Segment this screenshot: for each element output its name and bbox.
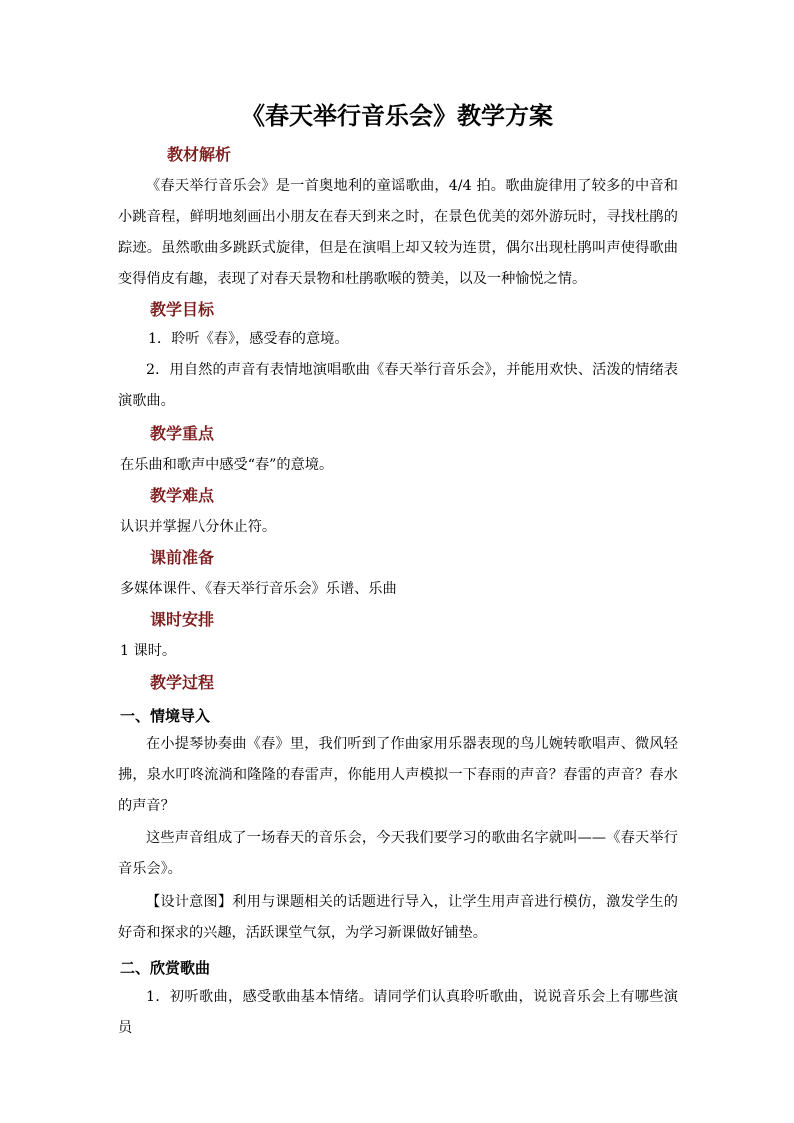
heading-schedule: 课时安排 xyxy=(150,610,215,629)
goal-item-1: 1．聆听《春》，感受春的意境。 xyxy=(148,331,349,347)
paragraph-introduction-2: 这些声音组成了一场春天的音乐会，今天我们要学习的歌曲名字就叫——《春天举行音乐会》。 xyxy=(118,830,678,877)
heading-analysis: 教材解析 xyxy=(167,145,232,164)
heading-preparation: 课前准备 xyxy=(150,548,215,567)
preparation-text: 多媒体课件、《春天举行音乐会》乐谱、乐曲 xyxy=(120,581,397,597)
subheading-introduction: 一、情境导入 xyxy=(120,707,211,725)
heading-process: 教学过程 xyxy=(150,673,215,692)
difficulty-text: 认识并掌握八分休止符。 xyxy=(120,519,277,535)
document-title: 《春天举行音乐会》教学方案 xyxy=(241,101,553,130)
paragraph-appreciation-1: 1．初听歌曲，感受歌曲基本情绪。请同学们认真聆听歌曲，说说音乐会上有哪些演员 xyxy=(118,989,678,1036)
key-points-text: 在乐曲和歌声中感受“春”的意境。 xyxy=(120,457,334,473)
heading-key-points: 教学重点 xyxy=(150,424,215,443)
schedule-text: 1 课时。 xyxy=(120,643,177,659)
goal-item-2: 2．用自然的声音有表情地演唱歌曲《春天举行音乐会》，并能用欢快、活泼的情绪表演歌曲。 xyxy=(118,362,678,409)
heading-difficulty: 教学难点 xyxy=(150,486,215,505)
paragraph-design-intent: 【设计意图】利用与课题相关的话题进行导入，让学生用声音进行模仿，激发学生的好奇和探求的兴趣，活跃课堂气氛，为学习新课做好铺垫。 xyxy=(118,894,678,941)
heading-goals: 教学目标 xyxy=(150,300,215,319)
subheading-appreciation: 二、欣赏歌曲 xyxy=(120,959,211,977)
paragraph-analysis: 《春天举行音乐会》是一首奥地利的童谣歌曲，4/4 拍。歌曲旋律用了较多的中音和小跳音程，鲜明地刻画出小朋友在春天到来之时，在景色优美的郊外游玩时，寻找杜鹃的踪迹。虽然歌曲多跳跃式旋律，但是在演唱上却又较为连贯，偶尔出现杜鹃叫声使得歌曲变得俏皮有趣，表现了对春天景物和杜鹃歌喉的赞美，以及一种愉悦之情。 xyxy=(118,178,678,287)
paragraph-introduction-1: 在小提琴协奏曲《春》里，我们听到了作曲家用乐器表现的鸟儿婉转歌唱声、微风轻拂，泉水叮咚流淌和隆隆的春雷声，你能用人声模拟一下春雨的声音？春雷的声音？春水的声音？ xyxy=(118,736,678,814)
